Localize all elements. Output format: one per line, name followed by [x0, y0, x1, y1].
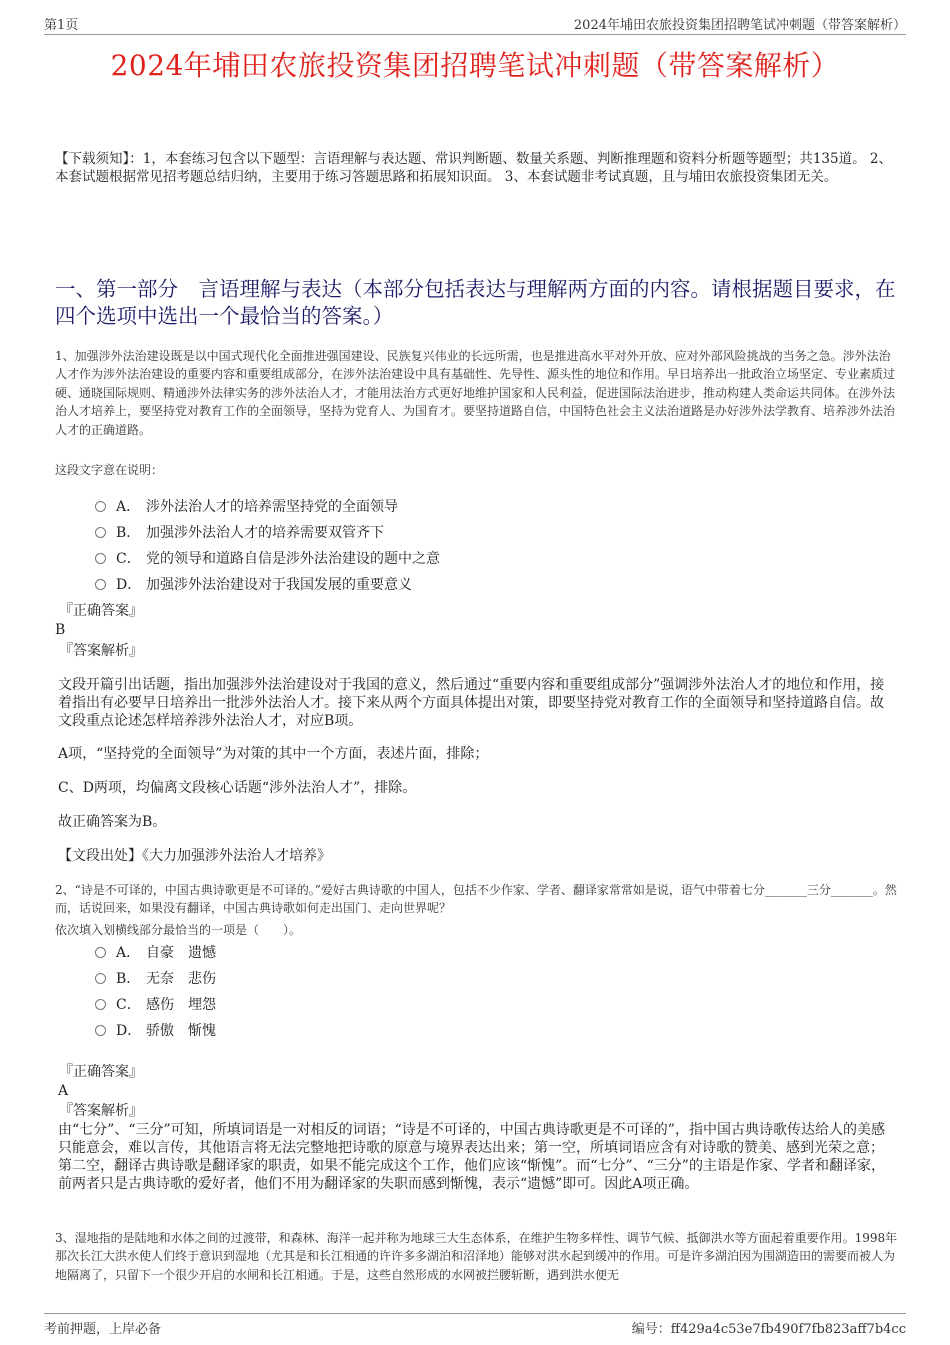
page-number: 第1页 — [44, 18, 79, 33]
page-header — [44, 14, 906, 35]
q1-analysis-p4: 故正确答案为B。 — [58, 814, 167, 830]
q2-option-d[interactable]: D． 骄傲 惭愧 — [95, 1018, 855, 1044]
q2-options — [95, 940, 855, 1044]
q1-options — [95, 494, 855, 598]
q2-answer-label: 『正确答案』 — [59, 1064, 143, 1080]
q1-analysis-label: 『答案解析』 — [59, 643, 143, 659]
q2-analysis-label: 『答案解析』 — [59, 1103, 143, 1119]
q1-option-c[interactable]: C． 党的领导和道路自信是涉外法治建设的题中之意 — [95, 546, 855, 572]
section-heading: 一、第一部分 言语理解与表达（本部分包括表达与理解两方面的内容。请根据题目要求，在四个选项中选出一个最恰当的答案。） — [55, 277, 896, 328]
q2-option-c[interactable]: C． 感伤 埋怨 — [95, 992, 855, 1018]
download-notice: 【下载须知】：1，本套练习包含以下题型：言语理解与表达题、常识判断题、数量关系题、判断推理题和资料分析题等题型；共135道。 2、本套试题根据常见招考题总结归纳，主要用于练习答题思路和拓展知识面。 3、本套试题非考试真题，且与埔田农旅投资集团无关。 — [55, 151, 892, 185]
document-title: 2024年埔田农旅投资集团招聘笔试冲刺题（带答案解析） — [110, 49, 840, 82]
footer-doc-id: 编号：ff429a4c53e7fb490f7fb823aff7b4cc — [631, 1322, 906, 1337]
q1-option-a[interactable]: A． 涉外法治人才的培养需坚持党的全面领导 — [95, 494, 855, 520]
q2-stem: 2、“诗是不可译的，中国古典诗歌更是不可译的。”爱好古典诗歌的中国人，包括不少作家、学者、翻译家常常如是说，语气中带着七分_______三分_______。然而，话说回来，如果没有翻译，中国古典诗歌如何走出国门、走向世界呢？ — [55, 883, 897, 916]
radio-icon[interactable] — [95, 501, 106, 512]
q1-analysis-p2: A项，“坚持党的全面领导”为对策的其中一个方面，表述片面，排除； — [58, 746, 489, 762]
radio-icon[interactable] — [95, 553, 106, 564]
q1-ask: 这段文字意在说明： — [55, 463, 164, 477]
q1-option-b[interactable]: B． 加强涉外法治人才的培养需要双管齐下 — [95, 520, 855, 546]
q2-option-a[interactable]: A． 自豪 遗憾 — [95, 940, 855, 966]
header-doc-title: 2024年埔田农旅投资集团招聘笔试冲刺题（带答案解析） — [573, 18, 906, 33]
q1-analysis-p3: C、D两项，均偏离文段核心话题“涉外法治人才”，排除。 — [58, 780, 417, 796]
q2-option-b[interactable]: B． 无奈 悲伤 — [95, 966, 855, 992]
q1-stem: 1、加强涉外法治建设既是以中国式现代化全面推进强国建设、民族复兴伟业的长远所需，也是推进高水平对外开放、应对外部风险挑战的当务之急。涉外法治人才作为涉外法治建设的重要内容和重要组成部分，在涉外法治建设中具有基础性、先导性、源头性的地位和作用。早日培养出一批政治立场坚定、专业素质过硬、通晓国际规则、精通涉外法律实务的涉外法治人才，才能用法治方式更好地维护国家和人民利益，促进国际法治进步，推动构建人类命运共同体。在涉外法治人才培养上，要坚持党对教育工作的全面领导，坚持为党育人、为国育才。要坚持道路自信，中国特色社会主义法治道路是办好涉外法学教育、培养涉外法治人才的正确道路。 — [55, 349, 896, 437]
footer-slogan: 考前押题，上岸必备 — [44, 1322, 162, 1337]
q1-source: 【文段出处】《大力加强涉外法治人才培养》 — [58, 848, 331, 864]
radio-icon[interactable] — [95, 527, 106, 538]
radio-icon[interactable] — [95, 973, 106, 984]
q1-option-d[interactable]: D． 加强涉外法治建设对于我国发展的重要意义 — [95, 572, 855, 598]
q2-analysis: 由“七分”、“三分”可知，所填词语是一对相反的词语；“诗是不可译的，中国古典诗歌更是不可译的”，指中国古典诗歌传达给人的美感只能意会，难以言传，其他语言将无法完整地把诗歌的原意与境界表达出来；第一空，所填词语应含有对诗歌的赞美、感到光荣之意；第二空，翻译古典诗歌是翻译家的职责，如果不能完成这个工作，他们应该“惭愧”。而“七分”、“三分”的主语是作家、学者和翻译家，前两者只是古典诗歌的爱好者，他们不用为翻译家的失职而感到惭愧，表示“遗憾”即可。因此A项正确。 — [58, 1122, 885, 1192]
q1-answer: B — [55, 622, 66, 638]
radio-icon[interactable] — [95, 579, 106, 590]
q2-ask: 依次填入划横线部分最恰当的一项是（ ）。 — [55, 923, 302, 937]
q2-answer: A — [58, 1083, 69, 1099]
radio-icon[interactable] — [95, 947, 106, 958]
q3-stem: 3、湿地指的是陆地和水体之间的过渡带，和森林、海洋一起并称为地球三大生态体系，在维护生物多样性、调节气候、抵御洪水等方面起着重要作用。1998年那次长江大洪水使人们终于意识到湿地（尤其是和长江相通的许许多多湖泊和沼泽地）能够对洪水起到缓冲的作用。可是许多湖泊因为围湖造田的需要而被人为地隔离了，只留下一个很少开启的水闸和长江相通。于是，这些自然形成的水网被拦腰斩断，遇到洪水便无 — [55, 1231, 898, 1282]
radio-icon[interactable] — [95, 1025, 106, 1036]
page-footer — [44, 1313, 906, 1338]
radio-icon[interactable] — [95, 999, 106, 1010]
q1-answer-label: 『正确答案』 — [59, 603, 143, 619]
q1-analysis-p1: 文段开篇引出话题，指出加强涉外法治建设对于我国的意义，然后通过“重要内容和重要组成部分”强调涉外法治人才的地位和作用，接着指出有必要早日培养出一批涉外法治人才。接下来从两个方面具体提出对策，即要坚持党对教育工作的全面领导和坚持道路自信。故文段重点论述怎样培养涉外法治人才，对应B项。 — [58, 677, 885, 729]
